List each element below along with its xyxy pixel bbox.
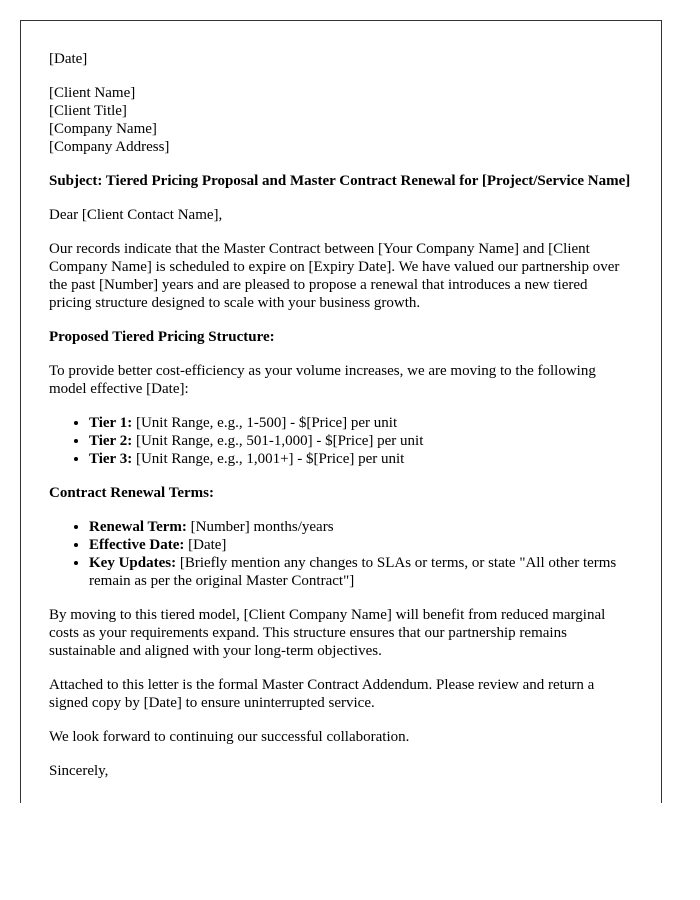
tier-item — [89, 414, 632, 432]
tier-text: [Unit Range, e.g., 1,001+] - $[Price] per unit — [132, 451, 405, 467]
tier-label: Tier 3: — [89, 451, 133, 467]
pricing-heading: Proposed Tiered Pricing Structure: — [49, 329, 275, 345]
tier-item — [89, 450, 632, 468]
intro-paragraph: Our records indicate that the Master Contract between [Your Company Name] and [Client Company Name] is scheduled to expire on [Expiry Date]. We have valued our partnership over the past [Number] years and are pleased to propose a renewal that introduces a new tiered pricing structure designed to scale with your business growth. — [49, 241, 620, 311]
tier-label: Tier 2: — [89, 433, 133, 449]
tier-text: [Unit Range, e.g., 1-500] - $[Price] per unit — [132, 415, 398, 431]
tier-item — [89, 432, 632, 450]
term-text: [Briefly mention any changes to SLAs or terms, or state "All other terms remain as per the original Master Contract"] — [89, 555, 617, 589]
salutation: Dear [Client Contact Name], — [49, 207, 223, 223]
recipient-block — [49, 84, 632, 156]
tier-label: Tier 1: — [89, 415, 133, 431]
letter-page — [20, 20, 662, 803]
tier-text: [Unit Range, e.g., 501-1,000] - $[Price] per unit — [132, 433, 424, 449]
term-label: Key Updates: — [89, 555, 177, 571]
benefit-paragraph: By moving to this tiered model, [Client Company Name] will benefit from reduced marginal costs as your requirements expand. This structure ensures that our partnership remains sustainable and aligned with your long-term objectives. — [49, 607, 606, 659]
term-item — [89, 536, 632, 554]
closing-line: We look forward to continuing our successful collaboration. — [49, 729, 410, 745]
letter-date: [Date] — [49, 51, 88, 67]
subject-line: Subject: Tiered Pricing Proposal and Master Contract Renewal for [Project/Service Name] — [49, 173, 631, 189]
signoff: Sincerely, — [49, 763, 109, 779]
pricing-intro: To provide better cost-efficiency as your volume increases, we are moving to the following model effective [Date]: — [49, 363, 596, 397]
recipient-address: [Company Address] — [49, 139, 170, 155]
recipient-company: [Company Name] — [49, 121, 157, 137]
recipient-name: [Client Name] — [49, 85, 136, 101]
tier-list — [49, 414, 632, 468]
terms-list — [49, 518, 632, 590]
recipient-title: [Client Title] — [49, 103, 127, 119]
term-label: Renewal Term: — [89, 519, 187, 535]
term-text: [Date] — [184, 537, 227, 553]
terms-heading: Contract Renewal Terms: — [49, 485, 214, 501]
term-item — [89, 518, 632, 536]
term-item — [89, 554, 632, 590]
attachment-paragraph: Attached to this letter is the formal Master Contract Addendum. Please review and return a signed copy by [Date] to ensure uninterrupted service. — [49, 677, 595, 711]
term-label: Effective Date: — [89, 537, 185, 553]
term-text: [Number] months/years — [186, 519, 334, 535]
